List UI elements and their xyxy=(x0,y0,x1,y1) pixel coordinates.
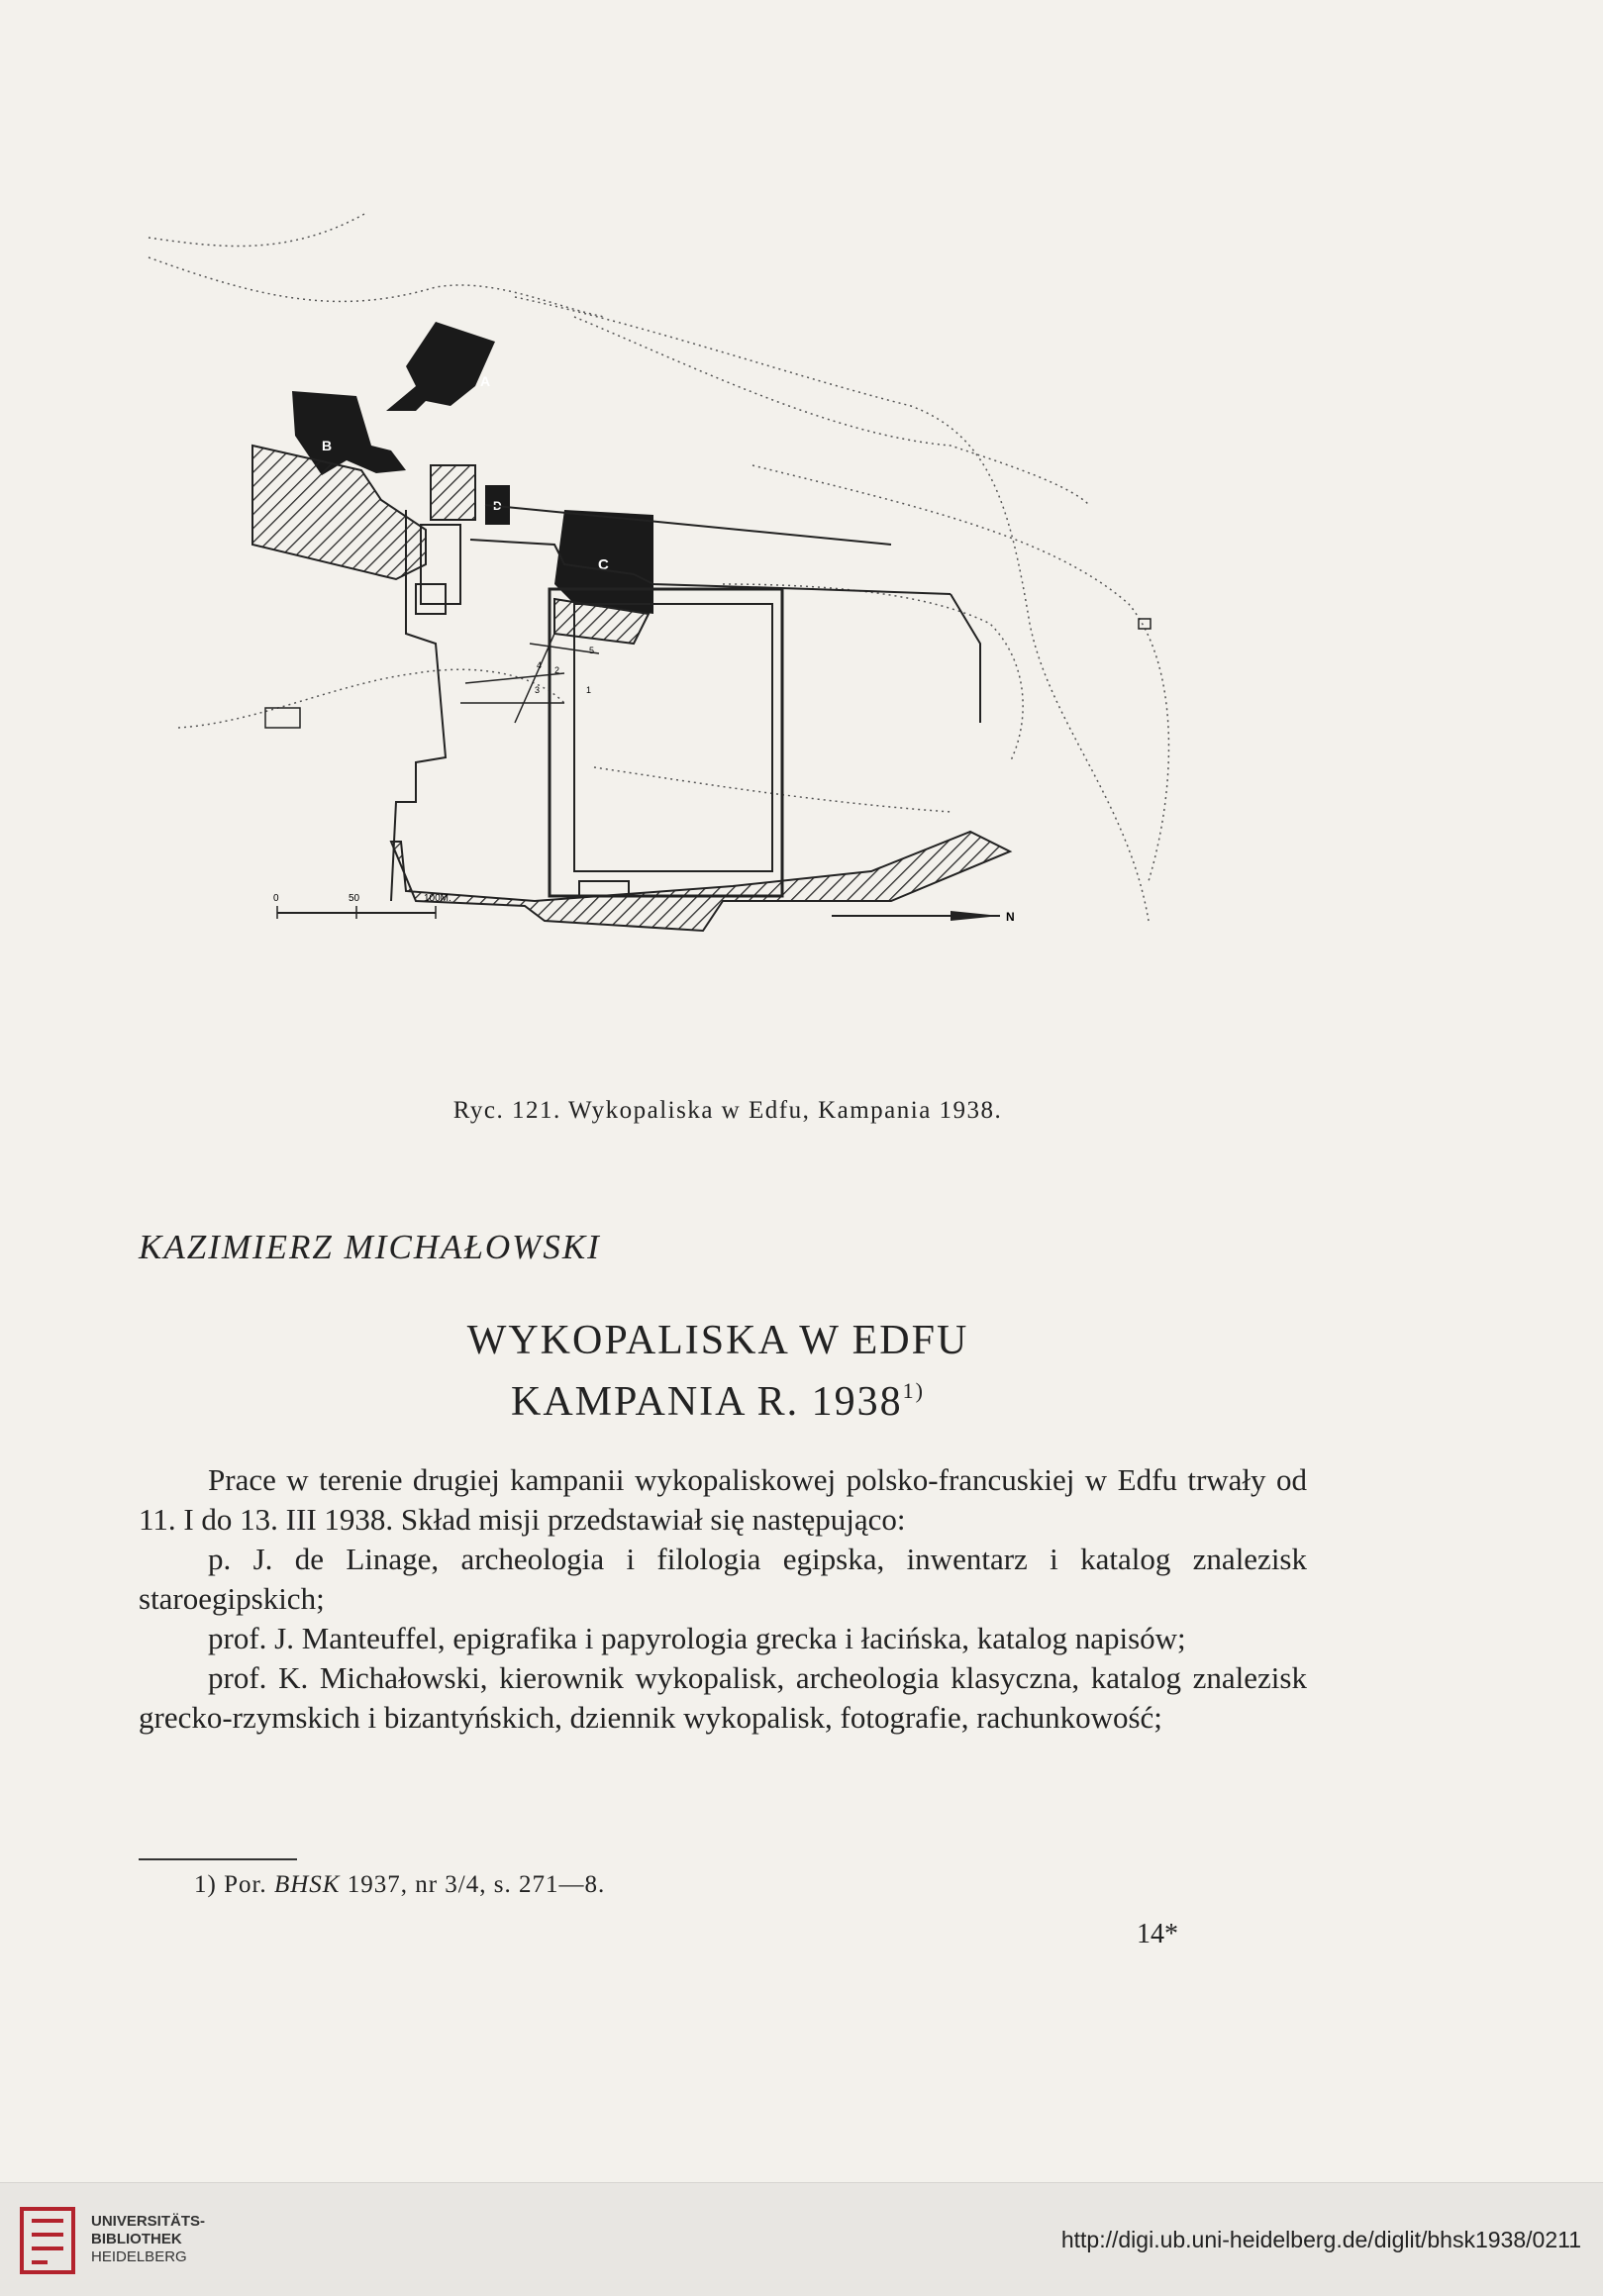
temple-inner xyxy=(574,604,772,871)
north-label: N xyxy=(1006,910,1015,924)
title-line-1: WYKOPALISKA W EDFU xyxy=(466,1318,969,1363)
label-a: A xyxy=(480,373,491,389)
label-2: 2 xyxy=(554,665,560,675)
source-url[interactable]: http://digi.ub.uni-heidelberg.de/diglit/bhsk1938/0211 xyxy=(1060,2227,1581,2252)
road-line xyxy=(485,505,891,545)
footnote xyxy=(194,1871,605,1899)
small-box-west xyxy=(265,708,300,728)
library-name xyxy=(91,2213,205,2266)
paragraph-3: prof. J. Manteuffel, epigrafika i papyrologia grecka i łacińska, katalog napisów; xyxy=(208,1621,1186,1655)
footnote-journal: BHSK xyxy=(273,1871,341,1898)
terrain-line-upper xyxy=(149,257,604,317)
footnote-ref: 1937, nr 3/4, s. 271—8. xyxy=(347,1871,606,1898)
title-line-2 xyxy=(0,1378,1436,1426)
library-name-line-2: BIBLIOTHEK xyxy=(91,2231,182,2247)
label-c: C xyxy=(598,556,609,573)
terrain-line-north xyxy=(149,213,366,247)
library-logo-icon xyxy=(18,2205,77,2276)
body-text xyxy=(139,1460,1307,1738)
temple-wall xyxy=(470,540,951,594)
terrain-line-mid xyxy=(574,317,1089,505)
label-4: 4 xyxy=(537,660,543,670)
paragraph-2: p. J. de Linage, archeologia i filologia egipska, inwentarz i katalog znalezisk staroegipskich; xyxy=(139,1542,1307,1616)
terrain-line-east xyxy=(752,465,1168,881)
footer-bar xyxy=(0,2182,1603,2296)
block-a xyxy=(386,322,495,411)
paragraph-4: prof. K. Michałowski, kierownik wykopalisk, archeologia klasyczna, katalog znalezisk grecko-rzymskich i bizantyńskich, dziennik wykopalisk, fotografie, rachunkowość; xyxy=(139,1660,1307,1735)
title-line-2-text: KAMPANIA R. 1938 xyxy=(510,1379,903,1425)
footnote-rule xyxy=(139,1858,297,1860)
author: KAZIMIERZ MICHAŁOWSKI xyxy=(139,1228,601,1266)
terrain-line-west xyxy=(178,669,564,728)
footnote-prefix: Por. xyxy=(224,1871,267,1898)
paragraph-1: Prace w terenie drugiej kampanii wykopaliskowej polsko-francuskiej w Edfu trwały od 11. I do 13. III 1938. Skład misji przedstawiał się następująco: xyxy=(139,1462,1307,1537)
label-1: 1 xyxy=(586,685,592,695)
terrain-line-inner xyxy=(723,584,1023,762)
excavation-plan xyxy=(139,208,1307,1079)
small-box-east xyxy=(1139,619,1151,629)
figure-caption: Ryc. 121. Wykopaliska w Edfu, Kampania 1938. xyxy=(452,1097,1003,1124)
hatched-block-small xyxy=(431,465,475,520)
label-b: B xyxy=(322,438,333,453)
library-name-line-1: UNIVERSITÄTS- xyxy=(91,2213,206,2230)
label-3: 3 xyxy=(535,685,541,695)
library-name-line-3: HEIDELBERG xyxy=(91,2248,187,2265)
scale-mid: 50 xyxy=(349,893,360,904)
title-footnote-mark: 1) xyxy=(902,1378,925,1403)
scale-end: 100M. xyxy=(424,893,451,904)
scale-zero: 0 xyxy=(273,893,279,904)
label-5: 5 xyxy=(589,646,595,655)
page-number: 14* xyxy=(1137,1919,1178,1949)
footnote-mark: 1) xyxy=(194,1871,217,1898)
grid-lines xyxy=(460,634,599,723)
